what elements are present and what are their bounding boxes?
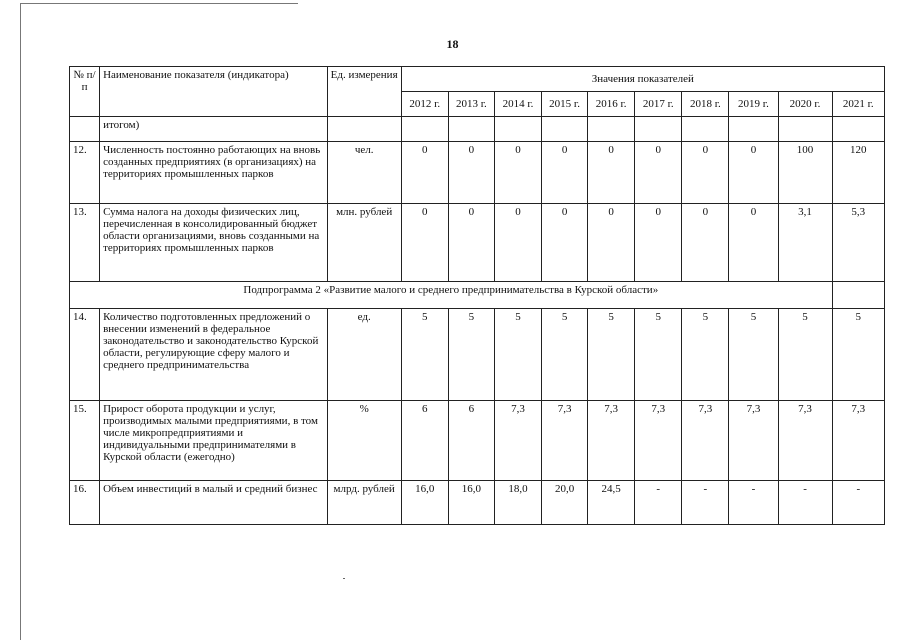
cell-num: 13. [70, 204, 100, 282]
continuation-row [70, 117, 885, 142]
cell-value: 0 [542, 204, 588, 282]
cell-value: 0 [494, 142, 541, 204]
header-year: 2014 г. [494, 92, 541, 117]
cell-value: 16,0 [448, 481, 494, 525]
cell-value: 0 [729, 142, 778, 204]
header-unit: Ед. измерения [327, 67, 401, 117]
subprogram-title: Подпрограмма 2 «Развитие малого и среднего предпринимательства в Курской области» [70, 282, 833, 309]
cell-value: 0 [494, 204, 541, 282]
header-name: Наименование показателя (индикатора) [100, 67, 328, 117]
table-header [70, 67, 885, 117]
cell-value: 0 [448, 142, 494, 204]
cell-value: 5 [448, 309, 494, 401]
cell-value: 100 [778, 142, 832, 204]
cell-value: 7,3 [635, 401, 682, 481]
header-year: 2012 г. [401, 92, 448, 117]
cell-value: 0 [635, 142, 682, 204]
cell-value: 7,3 [494, 401, 541, 481]
cell-value: 24,5 [588, 481, 635, 525]
cell-name: итогом) [100, 117, 328, 142]
cell-value: 20,0 [542, 481, 588, 525]
cell-value: 5 [542, 309, 588, 401]
table-row [70, 401, 885, 481]
indicators-table [69, 66, 885, 525]
cell-value: 0 [401, 204, 448, 282]
cell-value: 5 [778, 309, 832, 401]
cell-value: 0 [588, 204, 635, 282]
cell-value: - [778, 481, 832, 525]
cell-name: Количество подготовленных предложений о внесении изменений в федеральное законодательство и законодательство Курской области, регулирующие сферу малого и среднего предпринимательства [100, 309, 328, 401]
cell-name: Объем инвестиций в малый и средний бизнес [100, 481, 328, 525]
subprogram-row [70, 282, 885, 309]
cell-value: 0 [729, 204, 778, 282]
cell-value: 7,3 [682, 401, 729, 481]
header-year: 2018 г. [682, 92, 729, 117]
header-year: 2019 г. [729, 92, 778, 117]
cell-value: 0 [542, 142, 588, 204]
cell-value: 0 [682, 204, 729, 282]
header-year: 2013 г. [448, 92, 494, 117]
cell-value: - [729, 481, 778, 525]
cell-value: 0 [448, 204, 494, 282]
table-body-group-a [70, 142, 885, 282]
cell-value: 7,3 [542, 401, 588, 481]
cell-value: 3,1 [778, 204, 832, 282]
cell-value: - [635, 481, 682, 525]
cell-unit: % [327, 401, 401, 481]
cell-unit [327, 117, 401, 142]
cell-value: 6 [448, 401, 494, 481]
cell-value: 7,3 [778, 401, 832, 481]
cell-unit: млрд. рублей [327, 481, 401, 525]
header-year: 2017 г. [635, 92, 682, 117]
cell-value: 16,0 [401, 481, 448, 525]
table-body-group-b [70, 309, 885, 525]
cell-num: 12. [70, 142, 100, 204]
header-values: Значения показателей [401, 67, 884, 92]
cell-value: 5 [494, 309, 541, 401]
cell-name: Численность постоянно работающих на вновь созданных предприятиях (в организациях) на территориях промышленных парков [100, 142, 328, 204]
cell-value: 7,3 [588, 401, 635, 481]
cell-num: 16. [70, 481, 100, 525]
cell-num [70, 117, 100, 142]
cell-value: - [832, 481, 884, 525]
cell-value: 6 [401, 401, 448, 481]
cell-value: 0 [635, 204, 682, 282]
table-row [70, 309, 885, 401]
cell-value: 5 [401, 309, 448, 401]
scan-speck [343, 578, 345, 579]
cell-value: - [682, 481, 729, 525]
cell-value: 120 [832, 142, 884, 204]
cell-value: 5 [832, 309, 884, 401]
cell-num: 15. [70, 401, 100, 481]
cell-value: 5 [682, 309, 729, 401]
cell-value: 7,3 [832, 401, 884, 481]
header-year: 2020 г. [778, 92, 832, 117]
header-num: № п/п [70, 67, 100, 117]
cell-value: 5,3 [832, 204, 884, 282]
table-row [70, 481, 885, 525]
cell-unit: чел. [327, 142, 401, 204]
table-row [70, 204, 885, 282]
cell-num: 14. [70, 309, 100, 401]
table-row [70, 142, 885, 204]
cell-value: 0 [682, 142, 729, 204]
cell-unit: ед. [327, 309, 401, 401]
scan-border-top [20, 3, 298, 4]
cell-value: 0 [588, 142, 635, 204]
cell-unit: млн. рублей [327, 204, 401, 282]
cell-value: 5 [635, 309, 682, 401]
cell-name: Сумма налога на доходы физических лиц, перечисленная в консолидированный бюджет области организациями, вновь созданными на территориях промышленных парков [100, 204, 328, 282]
cell-value: 5 [729, 309, 778, 401]
scan-border-left [20, 3, 21, 640]
header-year: 2021 г. [832, 92, 884, 117]
header-year: 2015 г. [542, 92, 588, 117]
cell-value: 18,0 [494, 481, 541, 525]
cell-value: 7,3 [729, 401, 778, 481]
page-number: 18 [446, 37, 459, 51]
cell-name: Прирост оборота продукции и услуг, производимых малыми предприятиями, в том числе микропредприятиями и индивидуальными предпринимателями в Курской области (ежегодно) [100, 401, 328, 481]
cell-value: 0 [401, 142, 448, 204]
header-year: 2016 г. [588, 92, 635, 117]
cell-value: 5 [588, 309, 635, 401]
